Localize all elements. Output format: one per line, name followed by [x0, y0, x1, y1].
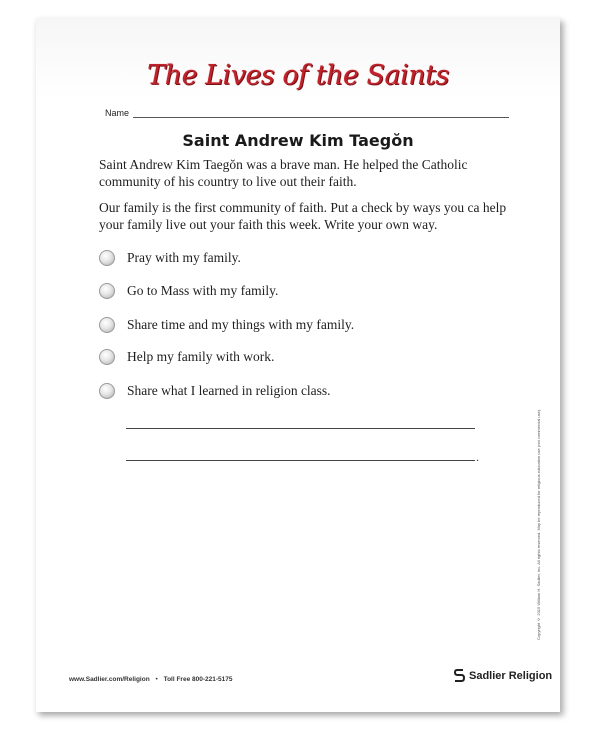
name-label: Name [105, 108, 130, 118]
radio-button[interactable] [99, 250, 115, 266]
copyright-notice: Copyright © 2015 William H. Sadlier, Inc. All rights reserved. May be reproduced for religious education use (not commercial use). [536, 408, 541, 640]
name-line[interactable] [133, 109, 509, 118]
footer-phone: Toll Free 800-221-5175 [163, 676, 233, 683]
option-label: Pray with my family. [127, 250, 241, 265]
sadlier-logo-icon [454, 669, 465, 682]
option-label: Help my family with work. [127, 349, 275, 364]
footer-url[interactable]: www.Sadlier.com/Religion [69, 676, 150, 683]
worksheet-title: Saint Andrew Kim Taegŏn [182, 131, 414, 150]
radio-button[interactable] [99, 349, 115, 365]
footer-separator: • [155, 676, 158, 683]
radio-button[interactable] [99, 283, 115, 299]
footer-contact [69, 676, 232, 683]
line-end-period: . [476, 450, 479, 464]
instructions-paragraph: Our family is the first community of faith. Put a check by ways you ca help your family live out your faith this week. Write your own way. [99, 200, 507, 232]
option-pray[interactable] [99, 248, 241, 268]
radio-button[interactable] [99, 383, 115, 399]
worksheet-page [36, 18, 560, 712]
intro-paragraph: Saint Andrew Kim Taegŏn was a brave man. He helped the Catholic community of his country to live out their faith. [99, 157, 468, 189]
banner-title: The Lives of the Saints [147, 60, 449, 91]
option-help-work[interactable] [99, 347, 274, 367]
name-field[interactable] [105, 108, 509, 118]
option-label: Share what I learned in religion class. [127, 383, 331, 398]
option-mass[interactable] [99, 281, 278, 301]
option-label: Go to Mass with my family. [127, 283, 279, 298]
option-share-learned[interactable] [99, 381, 331, 401]
write-in-line-2[interactable] [126, 459, 475, 461]
brand-logo [454, 669, 552, 682]
write-in-line-1[interactable] [126, 427, 475, 429]
option-share-time[interactable] [99, 315, 354, 335]
option-label: Share time and my things with my family. [127, 317, 355, 332]
brand-name: Sadlier Religion [469, 669, 553, 682]
radio-button[interactable] [99, 317, 115, 333]
